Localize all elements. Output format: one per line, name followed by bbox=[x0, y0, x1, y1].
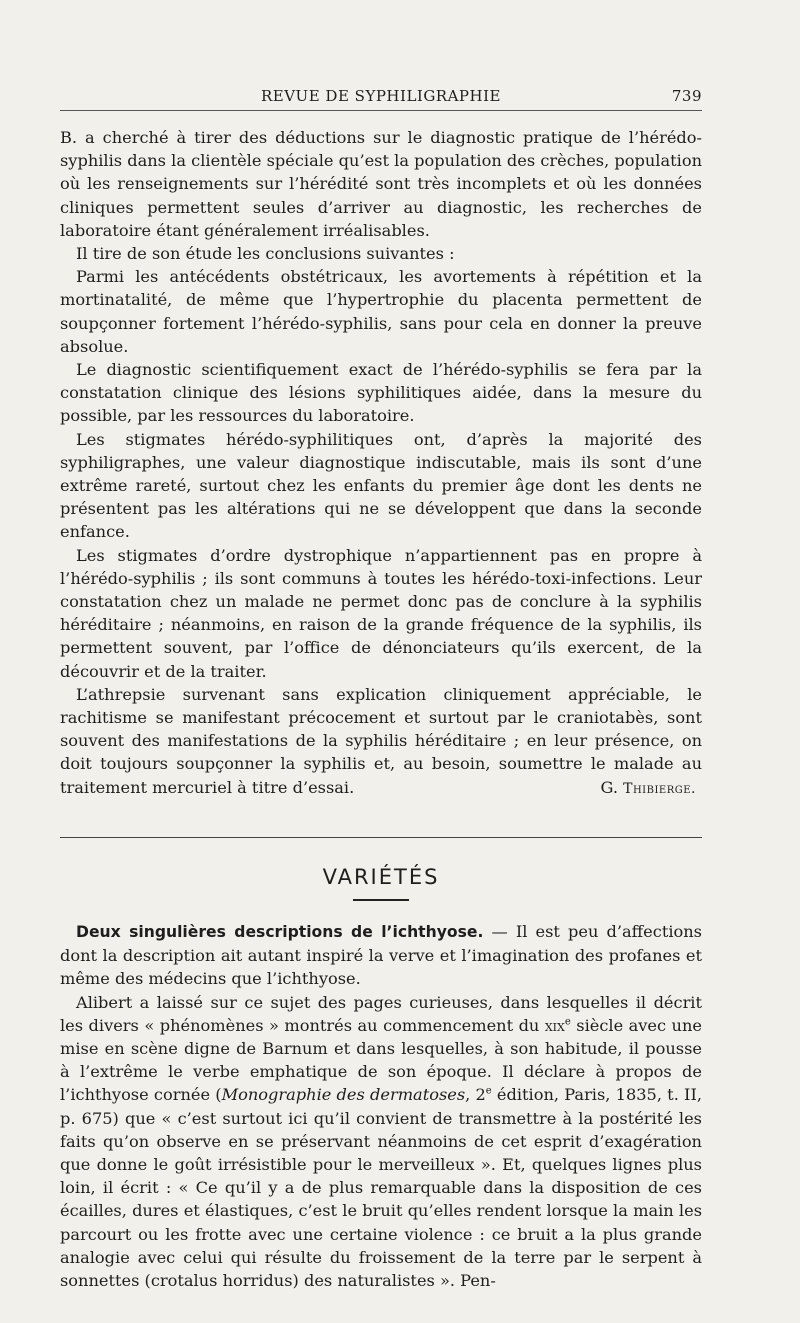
century-numeral: xix bbox=[544, 1015, 565, 1035]
superscript: e bbox=[564, 1016, 571, 1028]
author-signature bbox=[584, 776, 696, 801]
section-heading: VARIÉTÉS bbox=[322, 864, 440, 889]
paragraph: Il tire de son étude les conclusions suivantes : bbox=[76, 244, 455, 264]
heading-underline bbox=[353, 899, 409, 901]
page-number: 739 bbox=[671, 87, 702, 105]
signature-initial: G. bbox=[600, 777, 618, 797]
running-header bbox=[60, 84, 702, 111]
paragraph-text: L’athrepsie survenant sans explication cliniquement appréciable, le rachitisme se manifestant précocement et surtout par le craniotabès, sont souvent des manifestations de la syphilis héréditaire ; en leur présence, on doit toujours soupçonner la syphilis et, au besoin, soumettre le malade au traitement mercuriel à titre d’essai. bbox=[60, 684, 702, 797]
paragraph-text: siècle avec une mise en scène digne de Barnum et dans lesquelles, à son habitude, il pousse à l’extrême le verbe emphatique de son époque. Il déclare à propos de l’ichthyose cornée ( bbox=[60, 1015, 702, 1105]
paragraph: Le diagnostic scientifiquement exact de l’hérédo-syphilis se fera par la constatation clinique des lésions syphilitiques aidée, dans la mesure du possible, par les ressources du laboratoire. bbox=[60, 360, 702, 426]
paragraph bbox=[60, 683, 702, 801]
section-body bbox=[60, 920, 702, 1292]
article-continuation bbox=[60, 126, 702, 801]
paragraph bbox=[60, 991, 702, 1293]
signature-name: Thibierge. bbox=[623, 780, 696, 797]
paragraph-text: Alibert a laissé sur ce sujet des pages curieuses, dans lesquelles il décrit les divers « phénomènes » montrés au commencement du bbox=[60, 992, 702, 1035]
page bbox=[60, 84, 702, 1292]
lead-title: Deux singulières descriptions de l’ichthyose. bbox=[76, 922, 484, 941]
paragraph: Les stigmates hérédo-syphilitiques ont, d’après la majorité des syphiligraphes, une valeur diagnostique indiscutable, mais ils sont d’une extrême rareté, surtout chez les enfants du premier âge dont les dents ne présentent pas les altérations qui ne se développent que dans la seconde enfance. bbox=[60, 429, 702, 542]
paragraph-text: édition, Paris, 1835, t. II, p. 675) que « c’est surtout ici qu’il convient de transmettre à la postérité les faits qu’on observe en se préservant néanmoins de cet esprit d’exagération que donne le goût irrésistible pour le merveilleux ». Et, quelques lignes plus loin, il écrit : « Ce qu’il y a de plus remarquable dans la disposition de ces écailles, dures et élastiques, c’est le bruit qu’elles rendent lorsque la main les parcourt ou les frotte avec une certaine violence : ce bruit a la plus grande analogie avec celui qui résulte du froissement de la terre par le serpent à sonnettes (crotalus horridus) des naturalistes ». Pen- bbox=[60, 1085, 702, 1290]
superscript: e bbox=[485, 1085, 492, 1097]
paragraph: B. a cherché à tirer des déductions sur le diagnostic pratique de l’hérédo-syphilis dans la clientèle spéciale qu’est la population des crèches, population où les renseignements sur l’hérédité sont très incomplets et où les données cliniques permettent seules d’arriver au diagnostic, les recherches de laboratoire étant généralement irréalisables. bbox=[60, 128, 702, 240]
paragraph: Les stigmates d’ordre dystrophique n’appartiennent pas en propre à l’hérédo-syphilis ; ils sont communs à toutes les hérédo-toxi-infections. Leur constatation chez un malade ne permet donc pas de conclure à la syphilis héréditaire ; néanmoins, en raison de la grande fréquence de la syphilis, ils permettent souvent, par l’office de dénonciateurs qu’ils exercent, de la découvrir et de la traiter. bbox=[60, 545, 702, 681]
paragraph-text: , 2 bbox=[465, 1085, 486, 1105]
cited-work-title: Monographie des dermatoses bbox=[221, 1085, 466, 1105]
journal-title: REVUE DE SYPHILIGRAPHIE bbox=[260, 87, 501, 105]
paragraph: Parmi les antécédents obstétricaux, les avortements à répétition et la mortinatalité, de même que l’hypertrophie du placenta permettent de soupçonner fortement l’hérédo-syphilis, sans pour cela en donner la preuve absolue. bbox=[60, 267, 702, 356]
section-divider bbox=[60, 837, 702, 838]
lead-text: — Il est peu d’affections dont la description ait autant inspiré la verve et l’imagination des profanes et même des médecins que l’ichthyose. bbox=[60, 921, 702, 989]
paragraph bbox=[60, 920, 702, 991]
